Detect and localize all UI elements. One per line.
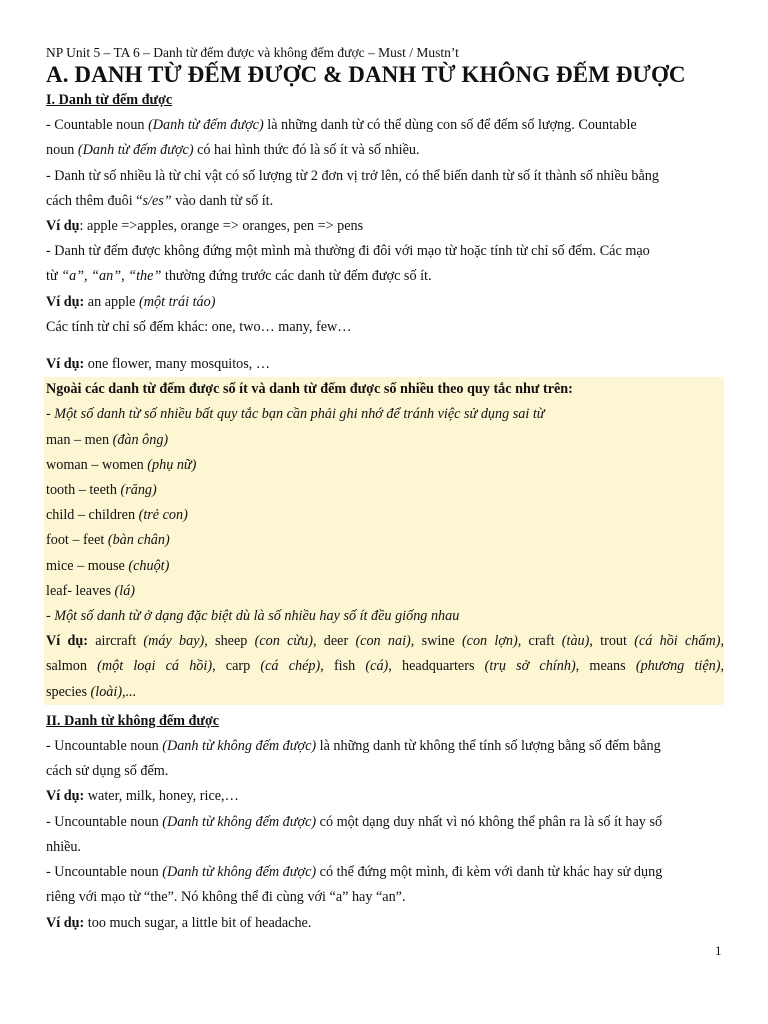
paragraph-uncountable-definition-2: cách sử dụng số đếm. xyxy=(46,763,169,780)
example-uncountable-2: Ví dụ: too much sugar, a little bit of headache. xyxy=(46,914,312,931)
irregular-heading: Ngoài các danh từ đếm được số ít và danh từ đếm được số nhiều theo quy tắc như trên: xyxy=(46,381,573,398)
document-page xyxy=(46,44,724,936)
list-item: tooth – teeth (răng) xyxy=(46,482,157,499)
paragraph-countable-definition-1: - Countable noun (Danh từ đếm được) là những danh từ có thể dùng con số để đếm số lượng. Countable xyxy=(46,117,637,134)
irregular-note-2: - Một số danh từ ở dạng đặc biệt dù là số nhiều hay số ít đều giống nhau xyxy=(46,608,460,625)
example-quantifiers: Ví dụ: one flower, many mosquitos, … xyxy=(46,356,271,373)
list-item: leaf- leaves (lá) xyxy=(46,582,136,599)
list-item: foot – feet (bàn chân) xyxy=(46,532,170,549)
irregular-example-line-3: species (loài),... xyxy=(46,683,137,700)
list-item: child – children (trẻ con) xyxy=(46,507,188,524)
paragraph-articles-1: - Danh từ đếm được không đứng một mình mà thường đi đôi với mạo từ hoặc tính từ chỉ số đếm. Các mạo xyxy=(46,243,650,260)
paragraph-plural-1: - Danh từ số nhiều là từ chỉ vật có số lượng từ 2 đơn vị trở lên, có thể biến danh từ số ít thành số nhiều bằng xyxy=(46,167,659,184)
paragraph-plural-2: cách thêm đuôi “s/es” vào danh từ số ít. xyxy=(46,192,274,209)
example-plural: Ví dụ: apple =>apples, orange => oranges, pen => pens xyxy=(46,218,364,235)
paragraph-uncountable-usage-2: riêng với mạo từ “the”. Nó không thể đi cùng với “a” hay “an”. xyxy=(46,889,406,906)
irregular-example-line-2: salmon (một loại cá hồi), carp (cá chép), fish (cá), headquarters (trụ sở chính), means (phương tiện), xyxy=(46,658,724,675)
page-header: NP Unit 5 – TA 6 – Danh từ đếm được và không đếm được – Must / Mustn’t xyxy=(46,45,459,60)
paragraph-uncountable-usage-1: - Uncountable noun (Danh từ không đếm được) có thể đứng một mình, đi kèm với danh từ khác hay sử dụng xyxy=(46,864,663,881)
section-heading-uncountable: II. Danh từ không đếm được xyxy=(46,712,220,729)
list-item: mice – mouse (chuột) xyxy=(46,557,170,574)
example-uncountable-1: Ví dụ: water, milk, honey, rice,… xyxy=(46,788,239,805)
list-item: man – men (đàn ông) xyxy=(46,431,169,448)
list-item: woman – women (phụ nữ) xyxy=(46,456,197,473)
example-article: Ví dụ: an apple (một trái táo) xyxy=(46,293,216,310)
irregular-pairs-list xyxy=(46,428,724,604)
section-heading-countable: I. Danh từ đếm được xyxy=(46,92,173,108)
paragraph-uncountable-form-1: - Uncountable noun (Danh từ không đếm được) có một dạng duy nhất vì nó không thể phân ra là số ít hay số xyxy=(46,813,663,830)
page-number: 1 xyxy=(715,943,722,958)
irregular-example-line-1: Ví dụ: aircraft (máy bay), sheep (con cừu), deer (con nai), swine (con lợn), craft (tàu), trout (cá hồi chấm), xyxy=(46,633,724,650)
paragraph-articles-2: từ “a”, “an”, “the” thường đứng trước các danh từ đếm được số ít. xyxy=(46,268,432,285)
page-title: A. DANH TỪ ĐẾM ĐƯỢC & DANH TỪ KHÔNG ĐẾM ĐƯỢC xyxy=(46,62,686,87)
paragraph-countable-definition-2: noun (Danh từ đếm được) có hai hình thức đó là số ít và số nhiều. xyxy=(46,142,420,159)
irregular-note-1: - Một số danh từ số nhiều bất quy tắc bạn cần phải ghi nhớ để tránh việc sử dụng sai từ xyxy=(46,406,545,423)
paragraph-quantifiers: Các tính từ chỉ số đếm khác: one, two… many, few… xyxy=(46,318,352,335)
paragraph-uncountable-definition-1: - Uncountable noun (Danh từ không đếm được) là những danh từ không thể tính số lượng bằng số đếm bằng xyxy=(46,738,661,755)
highlighted-irregular-block xyxy=(44,377,724,705)
paragraph-uncountable-form-2: nhiều. xyxy=(46,838,82,855)
